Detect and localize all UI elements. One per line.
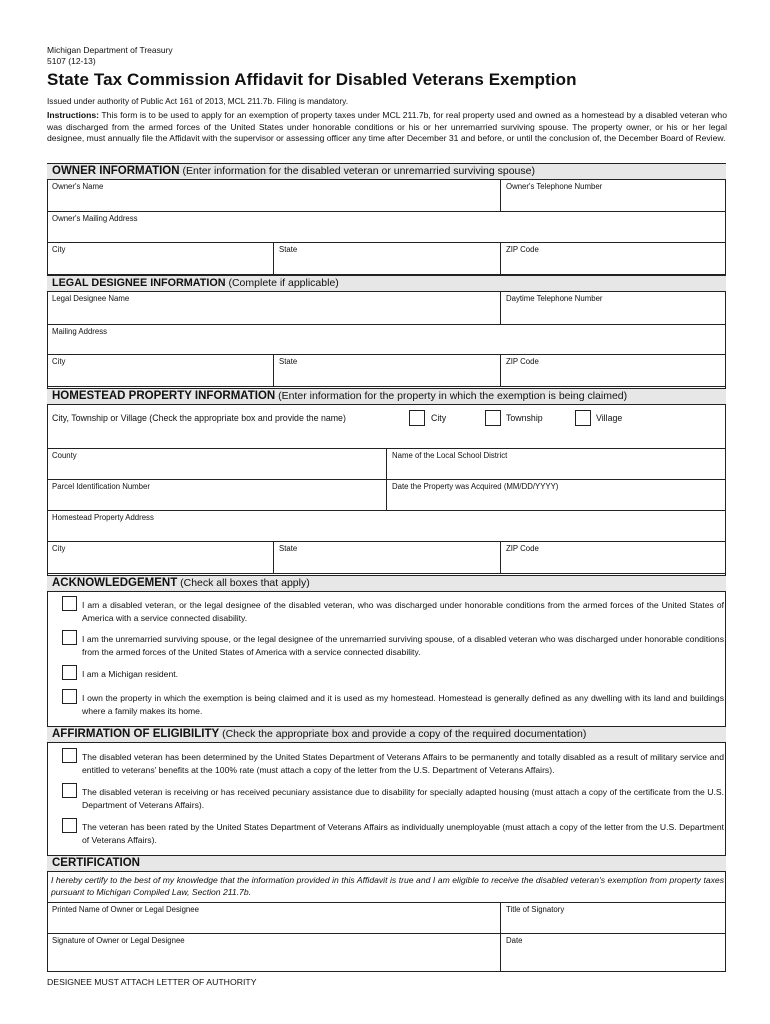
- owner-row-1: [47, 180, 726, 212]
- designee-state-field[interactable]: [273, 355, 500, 386]
- ack-veteran-checkbox[interactable]: [62, 596, 77, 611]
- section-homestead-title: HOMESTEAD PROPERTY INFORMATION: [52, 390, 276, 402]
- section-cert-title: CERTIFICATION: [52, 857, 140, 869]
- homestead-city-field[interactable]: [47, 542, 273, 573]
- owner-state-label: State: [279, 245, 298, 254]
- designee-phone-field[interactable]: [500, 292, 726, 324]
- owner-row-3: [47, 243, 726, 275]
- ack-resident-text: I am a Michigan resident.: [82, 669, 179, 679]
- designee-name-field[interactable]: [47, 292, 500, 324]
- homestead-zip-field[interactable]: [500, 542, 726, 573]
- owner-zip-label: ZIP Code: [506, 245, 539, 254]
- section-ack-header: [47, 575, 726, 592]
- parcel-label: Parcel Identification Number: [52, 482, 150, 491]
- section-affirm-header: [47, 726, 726, 743]
- homestead-row-5: [47, 542, 726, 574]
- homestead-row-1: [47, 405, 726, 449]
- designee-row-2: [47, 325, 726, 355]
- village-checkbox[interactable]: [575, 410, 591, 426]
- signatory-title-label: Title of Signatory: [506, 905, 565, 914]
- owner-city-label: City: [52, 245, 66, 254]
- section-designee-header: [47, 275, 726, 292]
- owner-phone-label: Owner's Telephone Number: [506, 182, 603, 191]
- cert-statement: I hereby certify to the best of my knowledge that the information provided in this Affidavit is true and I am eligible to receive the disabled veteran's exemption from property taxes pursuant to Michigan Compiled Law, Section 211.7b.: [51, 875, 724, 897]
- township-checkbox[interactable]: [485, 410, 501, 426]
- footer-note: DESIGNEE MUST ATTACH LETTER OF AUTHORITY: [47, 977, 257, 987]
- instructions: [47, 110, 727, 145]
- cty-label: City, Township or Village (Check the appropriate box and provide the name): [52, 413, 346, 423]
- section-homestead-subtitle: (Enter information for the property in which the exemption is being claimed): [275, 390, 628, 402]
- form-title: State Tax Commission Affidavit for Disabled Veterans Exemption: [47, 70, 577, 89]
- owner-name-field[interactable]: [47, 180, 500, 211]
- owner-row-2: [47, 212, 726, 243]
- owner-state-field[interactable]: [273, 243, 500, 274]
- section-cert-header: [47, 855, 726, 872]
- affirm-unemployable-text: The veteran has been rated by the United States Department of Veterans Affairs as individually unemployable (must attach a copy of the letter from the U.S. Department of Veterans Affairs).: [82, 822, 724, 845]
- agency-name: Michigan Department of Treasury: [47, 45, 173, 55]
- designee-city-field[interactable]: [47, 355, 273, 386]
- homestead-row-2: [47, 449, 726, 480]
- owner-phone-field[interactable]: [500, 180, 726, 211]
- designee-mailing-label: Mailing Address: [52, 327, 108, 336]
- date-label: Date: [506, 936, 523, 945]
- affirm-unemployable-checkbox[interactable]: [62, 818, 77, 833]
- signature-field[interactable]: [47, 934, 500, 972]
- date-field[interactable]: [500, 934, 726, 972]
- section-owner-subtitle: (Enter information for the disabled veteran or unremarried surviving spouse): [179, 165, 535, 177]
- designee-name-label: Legal Designee Name: [52, 294, 130, 303]
- section-designee-subtitle: (Complete if applicable): [225, 277, 339, 289]
- cert-row-2: [47, 934, 726, 972]
- section-ack-title: ACKNOWLEDGEMENT: [52, 577, 178, 589]
- section-affirm-subtitle: (Check the appropriate box and provide a copy of the required documentation): [219, 728, 587, 740]
- instructions-text: This form is to be used to apply for an exemption of property taxes under MCL 211.7b, for real property used and owned as a homestead by a disabled veteran who was discharged from the armed forces of the United States under honorable conditions or his or her unremarried surviving spouse. The property owner, or his or her legal designee, must annually file the Affidavit with the supervisor or assessing officer any time after December 31 and before, or until the conclusion of, the December Board of Review.: [47, 110, 727, 144]
- designee-state-label: State: [279, 357, 298, 366]
- section-owner-header: [47, 163, 726, 180]
- acquired-date-field[interactable]: [386, 480, 726, 510]
- county-label: County: [52, 451, 77, 460]
- designee-row-1: [47, 292, 726, 325]
- ack-homestead-text: I own the property in which the exemption is being claimed and it is used as my homestead. Homestead is generally defined as any dwelling with its land and buildings where a family makes its home.: [82, 693, 724, 716]
- affirm-disabled-text: The disabled veteran has been determined by the United States Department of Veterans Affairs to be permanently and totally disabled as a result of military service and entitled to veterans' benefits at the 100% rate (must attach a copy of the letter from the U.S. Department of Veterans Affairs).: [82, 752, 724, 775]
- homestead-row-3: [47, 480, 726, 511]
- section-ack-subtitle: (Check all boxes that apply): [177, 577, 310, 589]
- homestead-state-label: State: [279, 544, 298, 553]
- section-owner-title: OWNER INFORMATION: [52, 165, 180, 177]
- designee-mailing-field[interactable]: [47, 325, 726, 354]
- city-checkbox[interactable]: [409, 410, 425, 426]
- acquired-date-label: Date the Property was Acquired (MM/DD/YYYY): [392, 482, 559, 491]
- affirm-housing-checkbox[interactable]: [62, 783, 77, 798]
- school-district-field[interactable]: [386, 449, 726, 479]
- owner-mailing-field[interactable]: [47, 212, 726, 242]
- owner-zip-field[interactable]: [500, 243, 726, 274]
- parcel-field[interactable]: [47, 480, 386, 510]
- signatory-title-field[interactable]: [500, 903, 726, 933]
- ack-homestead-checkbox[interactable]: [62, 689, 77, 704]
- affirm-disabled-checkbox[interactable]: [62, 748, 77, 763]
- homestead-zip-label: ZIP Code: [506, 544, 539, 553]
- affirm-housing-text: The disabled veteran is receiving or has received pecuniary assistance due to disability for specially adapted housing (must attach a copy of the certificate from the U.S. Department of Veterans Affairs).: [82, 787, 724, 810]
- designee-zip-field[interactable]: [500, 355, 726, 386]
- ack-resident-checkbox[interactable]: [62, 665, 77, 680]
- cert-row-1: [47, 902, 726, 934]
- homestead-address-field[interactable]: [47, 511, 726, 541]
- owner-mailing-label: Owner's Mailing Address: [52, 214, 138, 223]
- school-district-label: Name of the Local School District: [392, 451, 508, 460]
- signature-label: Signature of Owner or Legal Designee: [52, 936, 185, 945]
- section-homestead-header: [47, 388, 726, 405]
- ack-spouse-checkbox[interactable]: [62, 630, 77, 645]
- city-option-label: City: [431, 413, 447, 423]
- township-option-label: Township: [506, 413, 543, 423]
- owner-city-field[interactable]: [47, 243, 273, 274]
- form-number: 5107 (12-13): [47, 56, 96, 66]
- village-option-label: Village: [596, 413, 623, 423]
- homestead-city-label: City: [52, 544, 66, 553]
- ack-veteran-text: I am a disabled veteran, or the legal designee of the disabled veteran, who was discharged under honorable conditions from the armed forces of the United States of America with a service connected disability.: [82, 600, 724, 623]
- instructions-label: Instructions:: [47, 110, 100, 120]
- designee-phone-label: Daytime Telephone Number: [506, 294, 603, 303]
- section-affirm-title: AFFIRMATION OF ELIGIBILITY: [52, 728, 220, 740]
- homestead-address-label: Homestead Property Address: [52, 513, 154, 522]
- printed-name-field[interactable]: [47, 903, 500, 933]
- owner-name-label: Owner's Name: [52, 182, 104, 191]
- homestead-row-4: [47, 511, 726, 542]
- ack-spouse-text: I am the unremarried surviving spouse, or the legal designee of the unremarried surviving spouse, of a disabled veteran who was discharged under honorable conditions from the armed forces of the United States of America with a service connected disability.: [82, 634, 724, 657]
- printed-name-label: Printed Name of Owner or Legal Designee: [52, 905, 199, 914]
- designee-city-label: City: [52, 357, 66, 366]
- homestead-state-field[interactable]: [273, 542, 500, 573]
- section-designee-title: LEGAL DESIGNEE INFORMATION: [52, 277, 226, 289]
- issued-authority: Issued under authority of Public Act 161 of 2013, MCL 211.7b. Filing is mandatory.: [47, 96, 349, 106]
- designee-zip-label: ZIP Code: [506, 357, 539, 366]
- designee-row-3: [47, 355, 726, 387]
- county-field[interactable]: [47, 449, 386, 479]
